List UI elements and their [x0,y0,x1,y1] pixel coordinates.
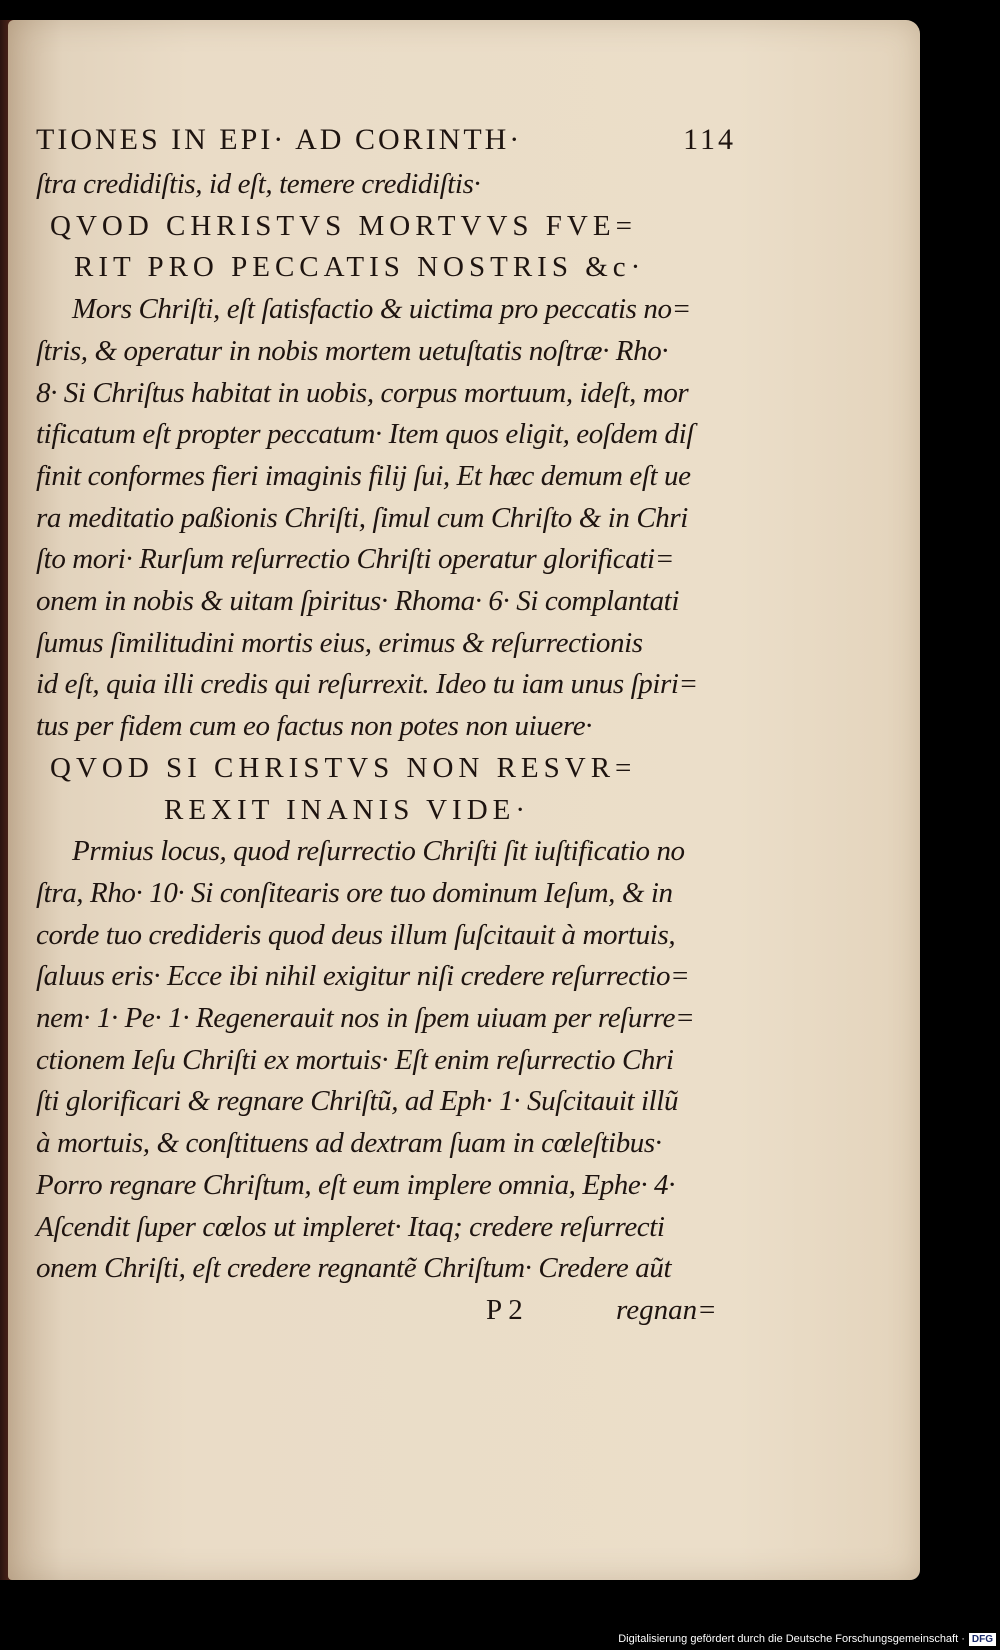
text-line: corde tuo credideris quod deus illum ſuſcitauit à mortuis, [36,918,676,951]
text-line: Aſcendit ſuper cœlos ut impleret· Itaq; credere reſurrecti [36,1210,665,1243]
signature-row [36,1290,736,1332]
running-head [36,120,736,160]
text-line: finit conformes fieri imaginis filij ſui, Et hæc demum eſt ue [36,459,691,492]
text-line: onem Chriſti, eſt credere regnantẽ Chriſtum· Credere aũt [36,1252,672,1285]
dfg-logo: DFG [969,1633,996,1646]
footer-bar [0,1628,1000,1650]
text-line: ctionem Ieſu Chriſti ex mortuis· Eſt enim reſurrectio Chri [36,1043,674,1076]
text-line: id eſt, quia illi credis qui reſurrexit. Ideo tu iam unus ſpiri= [36,668,698,701]
book-page [8,20,920,1580]
text-line: Porro regnare Chriſtum, eſt eum implere omnia, Ephe· 4· [36,1168,676,1201]
text-line: 8· Si Chriſtus habitat in uobis, corpus mortuum, ideſt, mor [36,376,689,409]
signature-mark: P 2 [486,1293,523,1326]
folio-number: 114 [683,123,736,156]
section-heading-line: REXIT INANIS VIDE· [164,793,531,826]
section-heading-line: QVOD SI CHRISTVS NON RESVR= [50,751,637,784]
text-line: ſumus ſimilitudini mortis eius, erimus & reſurrectionis [36,626,643,659]
text-line: ſaluus eris· Ecce ibi nihil exigitur niſi credere reſurrectio= [36,960,690,993]
text-line: ſti glorificari & regnare Chriſtũ, ad Eph· 1· Suſcitauit illũ [36,1085,679,1118]
text-line: Mors Chriſti, eſt ſatisfactio & uictima pro peccatis no= [72,293,691,326]
text-line: ſto mori· Rurſum reſurrectio Chriſti operatur glorificati= [36,543,674,576]
text-block [36,120,736,1332]
text-line: ra meditatio paßionis Chriſti, ſimul cum Chriſto & in Chri [36,501,688,534]
section-heading-line: QVOD CHRISTVS MORTVVS FVE= [50,209,637,242]
text-line: tus per fidem cum eo factus non potes non uiuere· [36,710,593,743]
text-line: tificatum eſt propter peccatum· Item quos eligit, eoſdem diſ [36,418,694,451]
text-line: nem· 1· Pe· 1· Regenerauit nos in ſpem uiuam per reſurre= [36,1002,695,1035]
footer-credit: Digitalisierung gefördert durch die Deutsche Forschungsgemeinschaft · [618,1633,965,1645]
section-heading-line: RIT PRO PECCATIS NOSTRIS &c· [74,251,646,284]
text-line: ſtra, Rho· 10· Si conſitearis ore tuo dominum Ieſum, & in [36,876,673,909]
running-head-title: TIONES IN EPI· AD CORINTH· [36,123,523,156]
text-line: ſtris, & operatur in nobis mortem uetuſtatis noſtræ· Rho· [36,334,669,367]
text-line: onem in nobis & uitam ſpiritus· Rhoma· 6· Si complantati [36,585,679,618]
text-line: Prmius locus, quod reſurrectio Chriſti ſit iuſtificatio no [72,835,685,868]
catchword: regnan= [616,1293,717,1326]
text-line: à mortuis, & conſtituens ad dextram ſuam in cœleſtibus· [36,1127,662,1160]
text-line: ſtra credidiſtis, id eſt, temere credidiſtis· [36,168,481,200]
text-lines [36,164,736,1290]
